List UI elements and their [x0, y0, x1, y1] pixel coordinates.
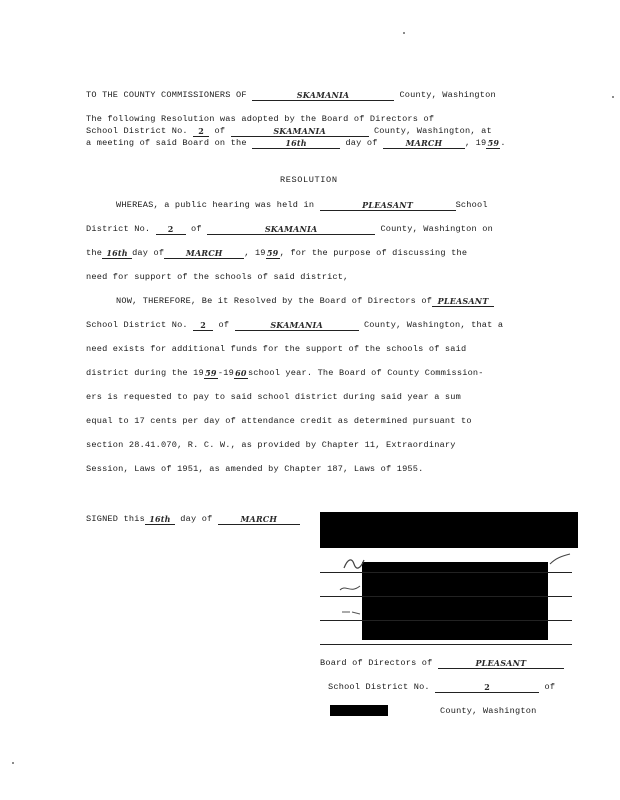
hearing-month-field: MARCH — [164, 248, 244, 259]
of-text-2: of — [191, 224, 202, 234]
day-of-text: day of — [345, 138, 378, 148]
school-year-start-field: 59 — [205, 368, 217, 378]
header-line-4 — [86, 138, 506, 149]
of-text: of — [214, 126, 226, 136]
scan-speck — [403, 32, 405, 34]
sig-county-line: County, Washington — [440, 706, 537, 716]
therefore-line-8: Session, Laws of 1951, as amended by Chapter 187, Laws of 1955. — [86, 464, 424, 474]
county-name-field: SKAMANIA — [252, 90, 394, 101]
sig-of-text: of — [544, 682, 556, 692]
day-of-text-2: day of — [132, 248, 165, 258]
district-no-label-2: District No. — [86, 224, 151, 234]
scan-speck — [12, 762, 14, 764]
school-district-line — [328, 682, 555, 693]
signed-line — [86, 514, 300, 525]
signed-text: SIGNED this — [86, 514, 145, 524]
resolved-county-field: SKAMANIA — [235, 320, 359, 331]
board-of-directors-line — [320, 658, 564, 669]
year-prefix-text: , 19 — [464, 138, 487, 148]
whereas-text: WHEREAS, a public hearing was held in — [116, 200, 315, 210]
period-text: . — [500, 138, 506, 148]
whereas-line-3 — [86, 248, 467, 259]
board-name-field: PLEASANT — [438, 658, 564, 669]
county-that-text: County, Washington, that a — [363, 320, 504, 330]
resolved-district-no-field: 2 — [193, 320, 213, 331]
signed-day-field: 16th — [145, 514, 175, 525]
therefore-line-2 — [86, 320, 503, 331]
redaction-block-county — [330, 705, 388, 716]
therefore-text: NOW, THEREFORE, Be it Resolved by the Board of Directors of — [116, 296, 433, 306]
meeting-day-field: 16th — [252, 138, 340, 149]
signature-flourish — [548, 552, 572, 569]
district-no-field: 2 — [193, 126, 209, 137]
therefore-line-6: equal to 17 cents per day of attendance credit as determined pursuant to — [86, 416, 472, 426]
commission-text: school year. The Board of County Commission- — [247, 368, 484, 378]
header-line-2: The following Resolution was adopted by the Board of Directors of — [86, 114, 435, 124]
meeting-label: a meeting of said Board on the — [86, 138, 247, 148]
therefore-line-3: need exists for additional funds for the support of the schools of said — [86, 344, 467, 354]
board-prefix-text: Board of Directors of — [320, 658, 433, 668]
signature-scribble-1 — [342, 556, 366, 575]
therefore-line-1 — [116, 296, 494, 307]
resolution-title: RESOLUTION — [280, 175, 338, 185]
district-no-label-3: School District No. — [86, 320, 188, 330]
signed-month-field: MARCH — [218, 514, 300, 525]
signature-line-4 — [320, 644, 572, 645]
header-line-3 — [86, 126, 492, 137]
county-at-text: County, Washington, at — [373, 126, 492, 136]
signature-scribble-3 — [340, 604, 364, 623]
district-no-label: School District No. — [86, 126, 188, 136]
to-commissioners-text: TO THE COUNTY COMMISSIONERS OF — [86, 90, 247, 100]
school-year-end-field: 60 — [235, 368, 247, 378]
hearing-year-field: 59 — [266, 248, 279, 258]
sig-district-no-field: 2 — [435, 682, 539, 693]
header-line-1 — [86, 90, 496, 101]
resolved-district-field: PLEASANT — [432, 296, 494, 307]
county-on-text: County, Washington on — [380, 224, 493, 234]
year-prefix-text-2: , 19 — [244, 248, 266, 258]
whereas-line-1 — [116, 200, 488, 211]
therefore-line-4 — [86, 368, 484, 379]
of-text-3: of — [218, 320, 230, 330]
therefore-line-7: section 28.41.070, R. C. W., as provided by Chapter 11, Extraordinary — [86, 440, 456, 450]
district-county-field: SKAMANIA — [231, 126, 369, 137]
school-year-prefix: district during the 19 — [86, 368, 204, 378]
hearing-district-no-field: 2 — [156, 224, 186, 235]
school-year-dash: -19 — [217, 368, 234, 378]
sig-district-label: School District No. — [328, 682, 430, 692]
hearing-county-field: SKAMANIA — [207, 224, 375, 235]
redaction-block-top — [320, 512, 578, 548]
meeting-year-field: 59 — [487, 138, 500, 148]
school-text: School — [455, 200, 488, 210]
therefore-line-5: ers is requested to pay to said school district during said year a sum — [86, 392, 461, 402]
county-suffix-text: County, Washington — [399, 90, 496, 100]
redaction-block-signatures — [362, 562, 548, 640]
meeting-month-field: MARCH — [383, 138, 465, 149]
scan-speck — [612, 96, 614, 98]
signature-scribble-2 — [338, 580, 362, 599]
whereas-line-2 — [86, 224, 493, 235]
hearing-district-field: PLEASANT — [320, 200, 456, 211]
purpose-text: , for the purpose of discussing the — [279, 248, 468, 258]
the-text: the — [86, 248, 103, 258]
whereas-line-4: need for support of the schools of said district, — [86, 272, 349, 282]
signed-day-of-text: day of — [180, 514, 213, 524]
hearing-day-field: 16th — [102, 248, 132, 259]
